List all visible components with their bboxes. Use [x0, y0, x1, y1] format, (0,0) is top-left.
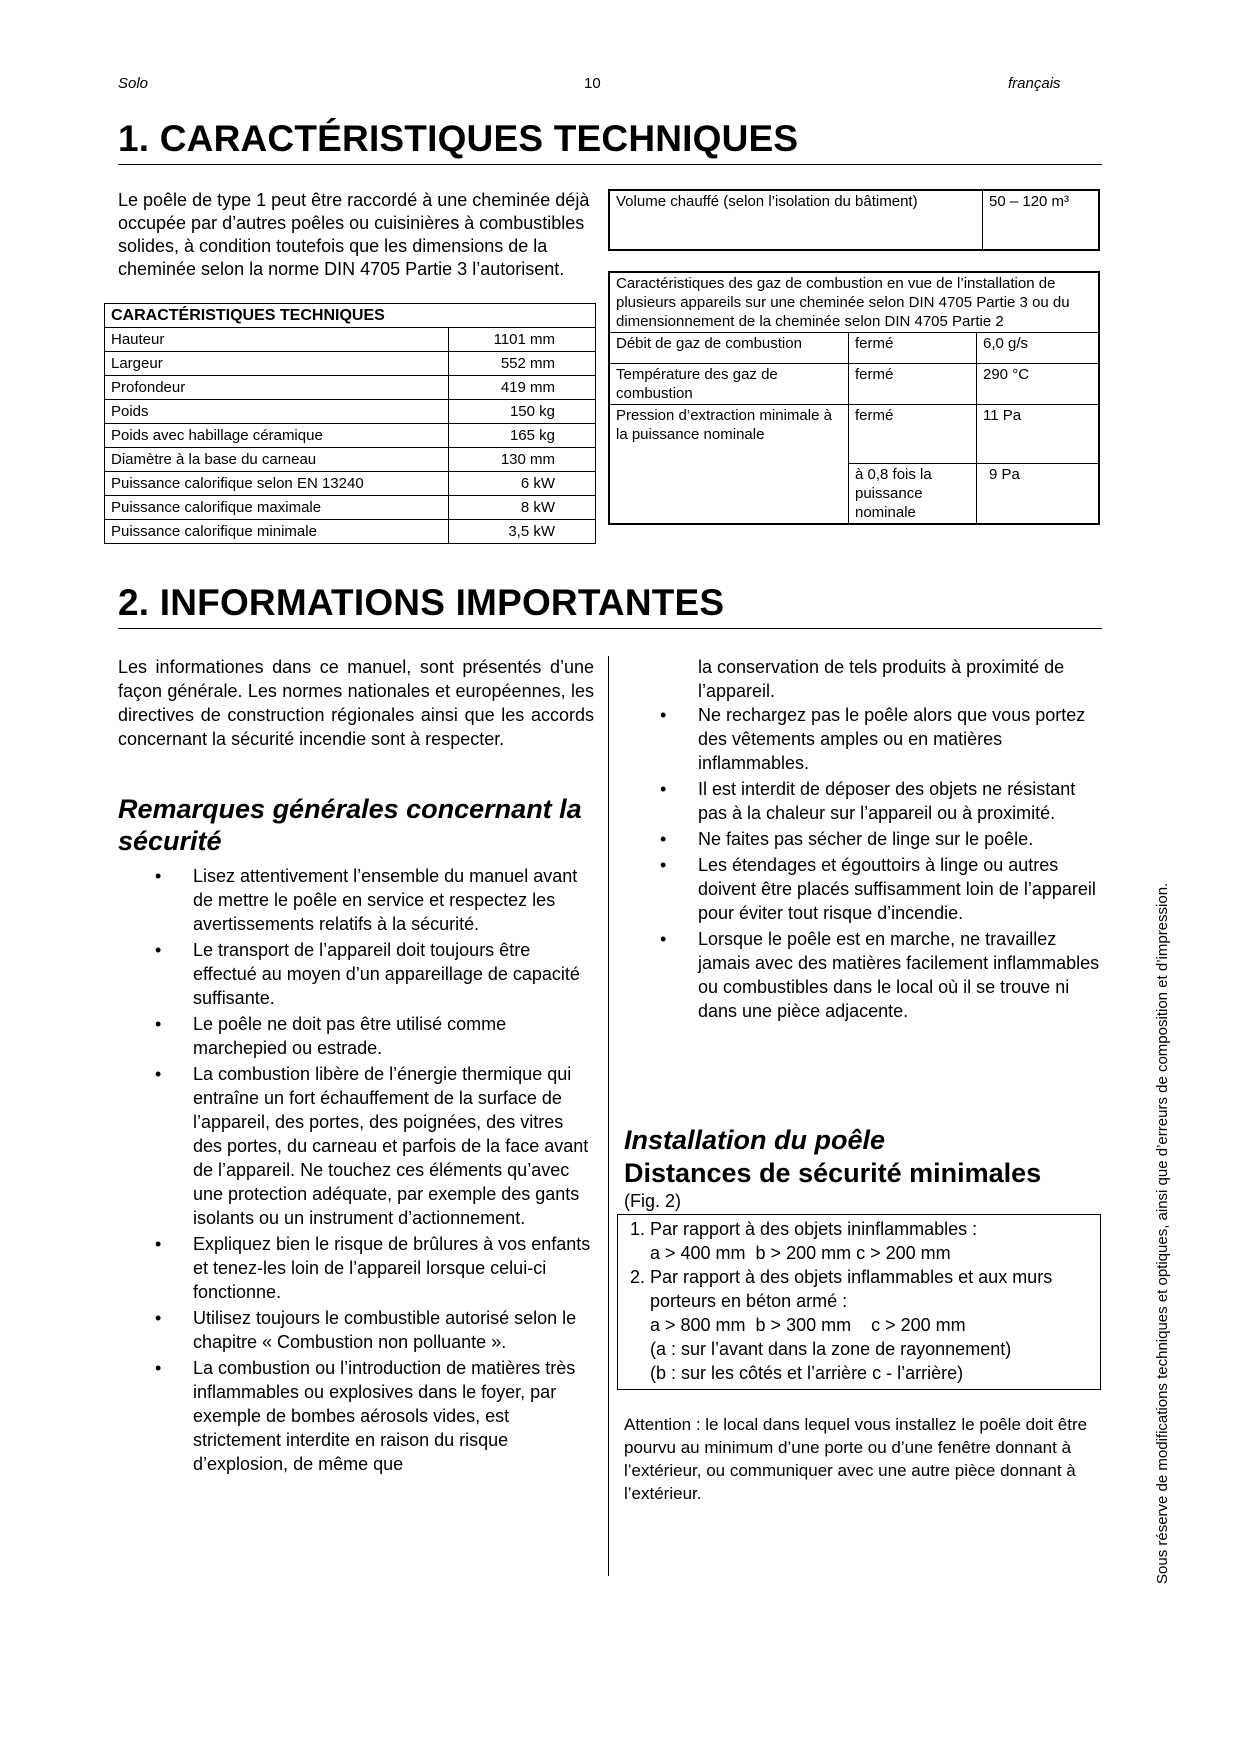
- spec-label: Diamètre à la base du carneau: [105, 448, 449, 472]
- safety-distances-box: [617, 1214, 1101, 1390]
- install-heading: Installation du poêle: [624, 1125, 886, 1155]
- list-item: • Expliquez bien le risque de brûlures à vos enfants et tenez-les loin de l’appareil lorsque celui-ci fonctionne.: [193, 1232, 593, 1304]
- list-item: • Ne rechargez pas le poêle alors que vous portez des vêtements amples ou en matières inflammables.: [698, 703, 1102, 775]
- gas-label: Débit de gaz de combustion: [609, 333, 849, 364]
- column-divider: [608, 656, 609, 1576]
- gas-state: fermé: [849, 333, 977, 364]
- spec-label: Poids: [105, 400, 449, 424]
- distance-note: (b : sur les côtés et l’arrière c - l’arrière): [650, 1363, 964, 1383]
- distance-note: (a : sur l’avant dans la zone de rayonnement): [650, 1339, 1012, 1359]
- side-disclaimer: Sous réserve de modifications techniques et optiques, ainsi que d’erreurs de composition et d’impression.: [1154, 882, 1171, 1584]
- list-item: • La combustion libère de l’énergie thermique qui entraîne un fort échauffement de la surface de l’appareil, des portes, des poignées, des vitres des portes, du carneau et parfois de la face avant de l’appareil. Ne touchez ces éléments qu’avec une protection adéquate, par exemple des gants isolants ou un instrument d’actionnement.: [193, 1062, 593, 1230]
- table-row: [105, 448, 596, 472]
- safety-heading: Remarques générales concernant la sécurité: [118, 794, 582, 856]
- spec-value: 6 kW: [449, 472, 596, 496]
- gas-state: fermé: [849, 405, 977, 464]
- list-item: • Le transport de l’appareil doit toujours être effectué au moyen d’un appareillage de capacité suffisante.: [193, 938, 593, 1010]
- table-row: [609, 333, 1099, 364]
- section2-intro: Les informationes dans ce manuel, sont présentés d’une façon générale. Les normes nationales et européennes, les directives de construction régionales ainsi que les accords concernant la sécurité incendie sont à respecter.: [118, 657, 594, 749]
- spec-value: 419 mm: [449, 376, 596, 400]
- list-item: • Les étendages et égouttoirs à linge ou autres doivent être placés suffisamment loin de l’appareil pour éviter tout risque d’incendie.: [698, 853, 1102, 925]
- gas-table-header: Caractéristiques des gaz de combustion en vue de l’installation de plusieurs appareils sur une cheminée selon DIN 4705 Partie 3 ou du dimensionnement de la cheminée selon DIN 4705 Partie 2: [609, 272, 1099, 333]
- spec-value: 3,5 kW: [449, 520, 596, 544]
- spec-value: 165 kg: [449, 424, 596, 448]
- flue-gas-table: [608, 271, 1100, 525]
- table-row: [105, 520, 596, 544]
- spec-label: Largeur: [105, 352, 449, 376]
- table-row: [105, 376, 596, 400]
- header-language: français: [1008, 75, 1061, 92]
- table-row: [105, 352, 596, 376]
- distance-heading: Distances de sécurité minimales: [624, 1158, 1042, 1188]
- spec-label: Hauteur: [105, 328, 449, 352]
- gas-state: fermé: [849, 364, 977, 405]
- gas-value: 9 Pa: [977, 464, 1100, 525]
- table-row: [609, 364, 1099, 405]
- table-row: [105, 328, 596, 352]
- table-row: [609, 190, 1099, 250]
- gas-value: 11 Pa: [977, 405, 1100, 464]
- distance-item-text: 2. Par rapport à des objets inflammables et aux murs porteurs en béton armé :: [650, 1267, 1053, 1311]
- table-row: [105, 400, 596, 424]
- gas-label: Pression d’extraction minimale à la puissance nominale: [609, 405, 849, 525]
- spec-table: [104, 303, 596, 544]
- header-left: Solo: [118, 75, 149, 92]
- figure-reference: (Fig. 2): [624, 1191, 682, 1211]
- spec-label: Puissance calorifique maximale: [105, 496, 449, 520]
- volume-value: 50 – 120 m³: [983, 190, 1100, 250]
- volume-label: Volume chauffé (selon l’isolation du bâtiment): [609, 190, 983, 250]
- list-item: [650, 1217, 1096, 1265]
- list-item: • Utilisez toujours le combustible autorisé selon le chapitre « Combustion non polluante ».: [193, 1306, 593, 1354]
- table-row: [105, 424, 596, 448]
- section2-title: 2. INFORMATIONS IMPORTANTES: [118, 582, 1102, 629]
- table-row: [105, 496, 596, 520]
- spec-value: 8 kW: [449, 496, 596, 520]
- gas-label: Température des gaz de combustion: [609, 364, 849, 405]
- spec-value: 150 kg: [449, 400, 596, 424]
- table-row: [105, 472, 596, 496]
- spec-value: 130 mm: [449, 448, 596, 472]
- page-number: 10: [584, 75, 601, 92]
- heated-volume-table: [608, 189, 1100, 251]
- spec-label: Poids avec habillage céramique: [105, 424, 449, 448]
- spec-label: Puissance calorifique selon EN 13240: [105, 472, 449, 496]
- spec-label: Profondeur: [105, 376, 449, 400]
- list-item: • Il est interdit de déposer des objets ne résistant pas à la chaleur sur l’appareil ou à proximité.: [698, 777, 1102, 825]
- continued-text: la conservation de tels produits à proximité de l’appareil.: [698, 657, 1065, 701]
- list-item: • Lisez attentivement l’ensemble du manuel avant de mettre le poêle en service et respectez les avertissements relatifs à la sécurité.: [193, 864, 593, 936]
- list-item: [650, 1265, 1096, 1385]
- distance-item-text: 1. Par rapport à des objets ininflammables :: [650, 1219, 978, 1239]
- distance-values: a > 400 mm b > 200 mm c > 200 mm: [650, 1243, 951, 1263]
- list-item: • Lorsque le poêle est en marche, ne travaillez jamais avec des matières facilement inflammables ou combustibles dans le local où il se trouve ni dans une pièce adjacente.: [698, 927, 1102, 1023]
- spec-value: 1101 mm: [449, 328, 596, 352]
- gas-state: à 0,8 fois la puissance nominale: [849, 464, 977, 525]
- section1-intro: Le poêle de type 1 peut être raccordé à une cheminée déjà occupée par d’autres poêles ou cuisinières à combustibles solides, à condition toutefois que les dimensions de la cheminée selon la norme DIN 4705 Partie 3 l’autorisent.: [118, 190, 590, 279]
- table-row: [609, 405, 1099, 464]
- attention-note: Attention : le local dans lequel vous installez le poêle doit être pourvu au minimum d’une porte ou d’une fenêtre donnant à l’extérieur, ou communiquer avec une autre pièce donnant à l’extérieur.: [624, 1415, 1088, 1503]
- safety-list-right: [698, 703, 1102, 1023]
- spec-label: Puissance calorifique minimale: [105, 520, 449, 544]
- spec-table-header: CARACTÉRISTIQUES TECHNIQUES: [105, 304, 596, 328]
- list-item: • La combustion ou l’introduction de matières très inflammables ou explosives dans le foyer, par exemple de bombes aérosols vides, est strictement interdite en raison du risque d’explosion, de même que: [193, 1356, 593, 1476]
- list-item: • Ne faites pas sécher de linge sur le poêle.: [698, 827, 1102, 851]
- distance-values: a > 800 mm b > 300 mm c > 200 mm: [650, 1315, 966, 1335]
- spec-value: 552 mm: [449, 352, 596, 376]
- list-item: • Le poêle ne doit pas être utilisé comme marchepied ou estrade.: [193, 1012, 593, 1060]
- gas-value: 290 °C: [977, 364, 1100, 405]
- section1-title: 1. CARACTÉRISTIQUES TECHNIQUES: [118, 118, 1102, 165]
- gas-value: 6,0 g/s: [977, 333, 1100, 364]
- safety-list-left: [193, 864, 593, 1476]
